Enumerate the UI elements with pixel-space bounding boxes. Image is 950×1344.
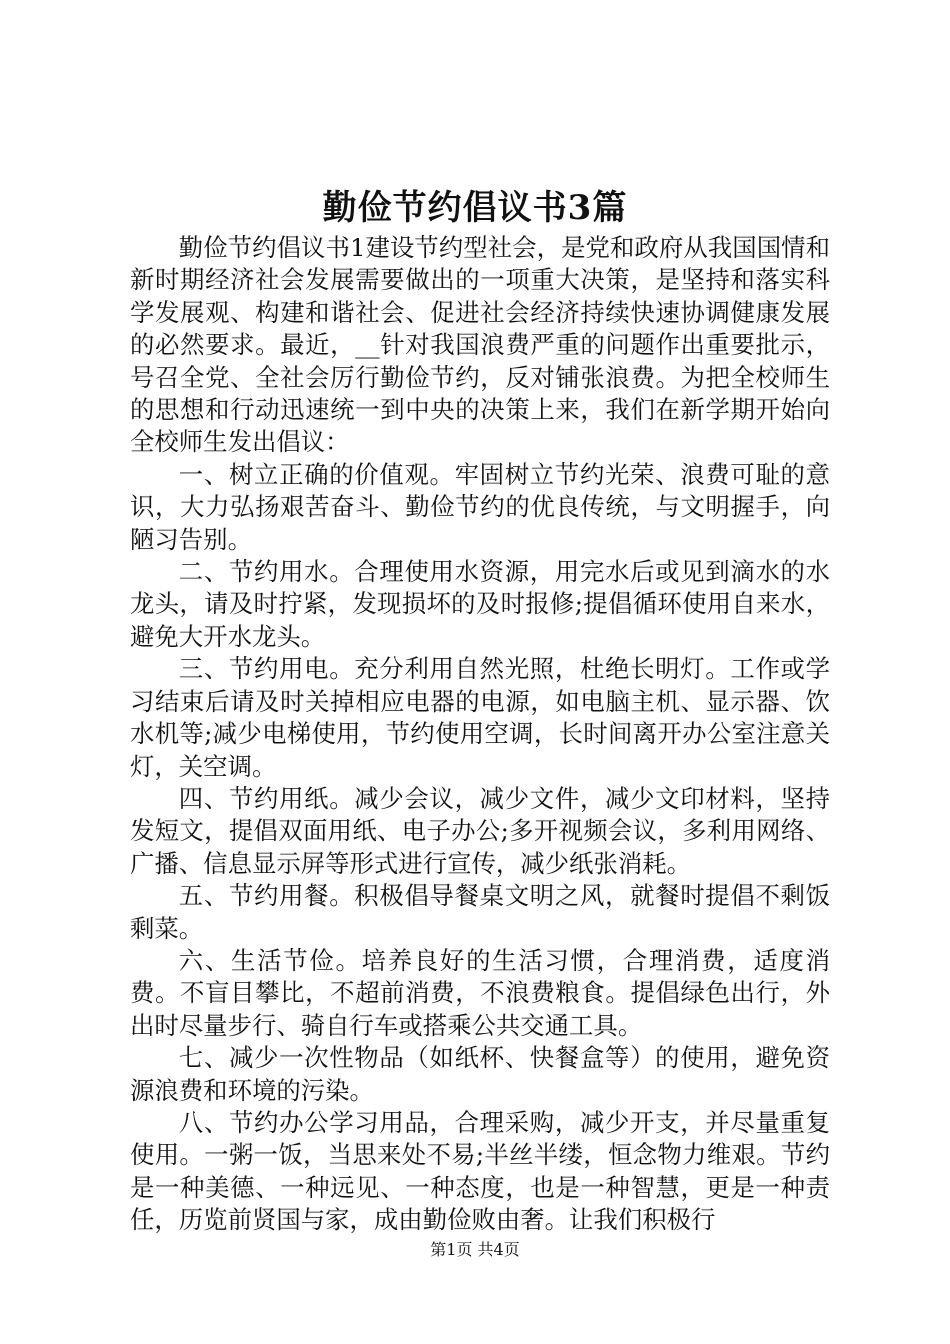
paragraph-item-2: 二、节约用水。合理使用水资源，用完水后或见到滴水的水龙头，请及时拧紧，发现损坏的及时报修;提倡循环使用自来水，避免大开水龙头。	[130, 557, 830, 651]
paragraph-item-5: 五、节约用餐。积极倡导餐桌文明之风，就餐时提倡不剩饭剩菜。	[130, 881, 830, 943]
paragraph-item-7: 七、减少一次性物品（如纸杯、快餐盒等）的使用，避免资源浪费和环境的污染。	[130, 1043, 830, 1105]
document-body	[130, 232, 830, 1237]
paragraph-item-8: 八、节约办公学习用品，合理采购，减少开支，并尽量重复使用。一粥一饭，当思来处不易;半丝半缕，恒念物力维艰。节约是一种美德、一种远见、一种态度，也是一种智慧，更是一种责任，历览前贤国与家，成由勤俭败由奢。让我们积极行	[130, 1107, 830, 1235]
document-title: 勤俭节约倡议书3篇	[322, 188, 628, 228]
paragraph-item-1: 一、树立正确的价值观。牢固树立节约光荣、浪费可耻的意识，大力弘扬艰苦奋斗、勤俭节约的优良传统，与文明握手，向陋习告别。	[130, 459, 830, 554]
page-number-footer: 第1页 共4页	[430, 1240, 520, 1259]
paragraph-intro: 勤俭节约倡议书1建设节约型社会，是党和政府从我国国情和新时期经济社会发展需要做出的一项重大决策，是坚持和落实科学发展观、构建和谐社会、促进社会经济持续快速协调健康发展的必然要求。最近，__针对我国浪费严重的问题作出重要批示，号召全党、全社会厉行勤俭节约，反对铺张浪费。为把全校师生的思想和行动迅速统一到中央的决策上来，我们在新学期开始向全校师生发出倡议：	[130, 233, 830, 457]
paragraph-item-4: 四、节约用纸。减少会议，减少文件，减少文印材料，坚持发短文，提倡双面用纸、电子办公;多开视频会议，多利用网络、广播、信息显示屏等形式进行宣传，减少纸张消耗。	[130, 783, 830, 878]
paragraph-item-6: 六、生活节俭。培养良好的生活习惯，合理消费，适度消费。不盲目攀比，不超前消费，不浪费粮食。提倡绿色出行，外出时尽量步行、骑自行车或搭乘公共交通工具。	[130, 945, 830, 1040]
paragraph-item-3: 三、节约用电。充分利用自然光照，杜绝长明灯。工作或学习结束后请及时关掉相应电器的电源，如电脑主机、显示器、饮水机等;减少电梯使用，节约使用空调，长时间离开办公室注意关灯，关空调。	[130, 654, 830, 781]
